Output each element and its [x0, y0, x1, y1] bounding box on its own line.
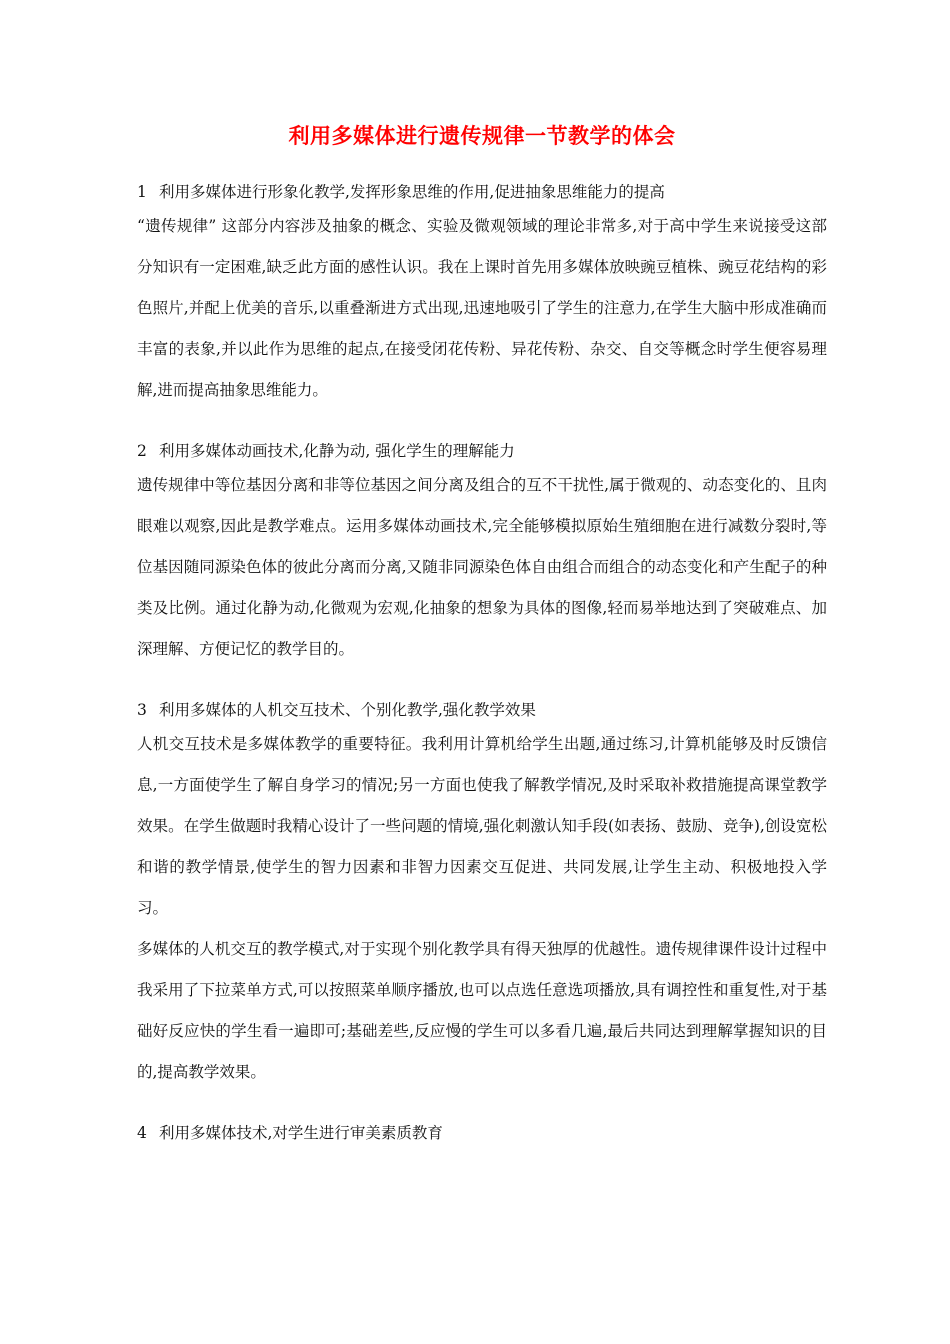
- section-number: 1: [137, 183, 147, 201]
- section-heading-text: 利用多媒体动画技术,化静为动, 强化学生的理解能力: [159, 442, 515, 460]
- section-paragraph: 遗传规律中等位基因分离和非等位基因之间分离及组合的互不干扰性,属于微观的、动态变化的、且肉眼难以观察,因此是教学难点。运用多媒体动画技术,完全能够模拟原始生殖细胞在进行减数分裂时,等位基因随同源染色体的彼此分离而分离,又随非同源染色体自由组合而组合的动态变化和产生配子的种类及比例。通过化静为动,化微观为宏观,化抽象的想象为具体的图像,轻而易举地达到了突破难点、加深理解、方便记忆的教学目的。: [137, 476, 827, 658]
- section-number: 3: [137, 701, 147, 719]
- section-paragraph: 多媒体的人机交互的教学模式,对于实现个别化教学具有得天独厚的优越性。遗传规律课件设计过程中我采用了下拉菜单方式,可以按照菜单顺序播放,也可以点选任意选项播放,具有调控性和重复性,对于基础好反应快的学生看一遍即可;基础差些,反应慢的学生可以多看几遍,最后共同达到理解掌握知识的目的,提高教学效果。: [137, 940, 827, 1081]
- section-heading: [137, 178, 827, 206]
- section-3: [137, 696, 827, 1093]
- document-title: 利用多媒体进行遗传规律一节教学的体会: [288, 123, 676, 148]
- section-heading: [137, 1119, 827, 1147]
- section-heading-text: 利用多媒体的人机交互技术、个别化教学,强化教学效果: [159, 701, 536, 719]
- section-heading: [137, 437, 827, 465]
- section-heading: [137, 696, 827, 724]
- section-heading-text: 利用多媒体技术,对学生进行审美素质教育: [159, 1124, 443, 1142]
- document-page: [137, 118, 827, 1147]
- section-heading-text: 利用多媒体进行形象化教学,发挥形象思维的作用,促进抽象思维能力的提高: [159, 183, 665, 201]
- section-2: [137, 437, 827, 670]
- section-paragraph: 人机交互技术是多媒体教学的重要特征。我利用计算机给学生出题,通过练习,计算机能够及时反馈信息,一方面使学生了解自身学习的情况;另一方面也使我了解教学情况,及时采取补救措施提高课堂教学效果。在学生做题时我精心设计了一些问题的情境,强化刺激认知手段(如表扬、鼓励、竞争),创设宽松和谐的教学情景,使学生的智力因素和非智力因素交互促进、共同发展,让学生主动、积极地投入学习。: [137, 735, 827, 917]
- section-number: 2: [137, 442, 147, 460]
- section-number: 4: [137, 1124, 147, 1142]
- section-4: [137, 1119, 827, 1147]
- section-1: [137, 178, 827, 411]
- section-paragraph: “遗传规律” 这部分内容涉及抽象的概念、实验及微观领域的理论非常多,对于高中学生来说接受这部分知识有一定困难,缺乏此方面的感性认识。我在上课时首先用多媒体放映豌豆植株、豌豆花结构的彩色照片,并配上优美的音乐,以重叠渐进方式出现,迅速地吸引了学生的注意力,在学生大脑中形成准确而丰富的表象,并以此作为思维的起点,在接受闭花传粉、异花传粉、杂交、自交等概念时学生便容易理解,进而提高抽象思维能力。: [137, 217, 827, 399]
